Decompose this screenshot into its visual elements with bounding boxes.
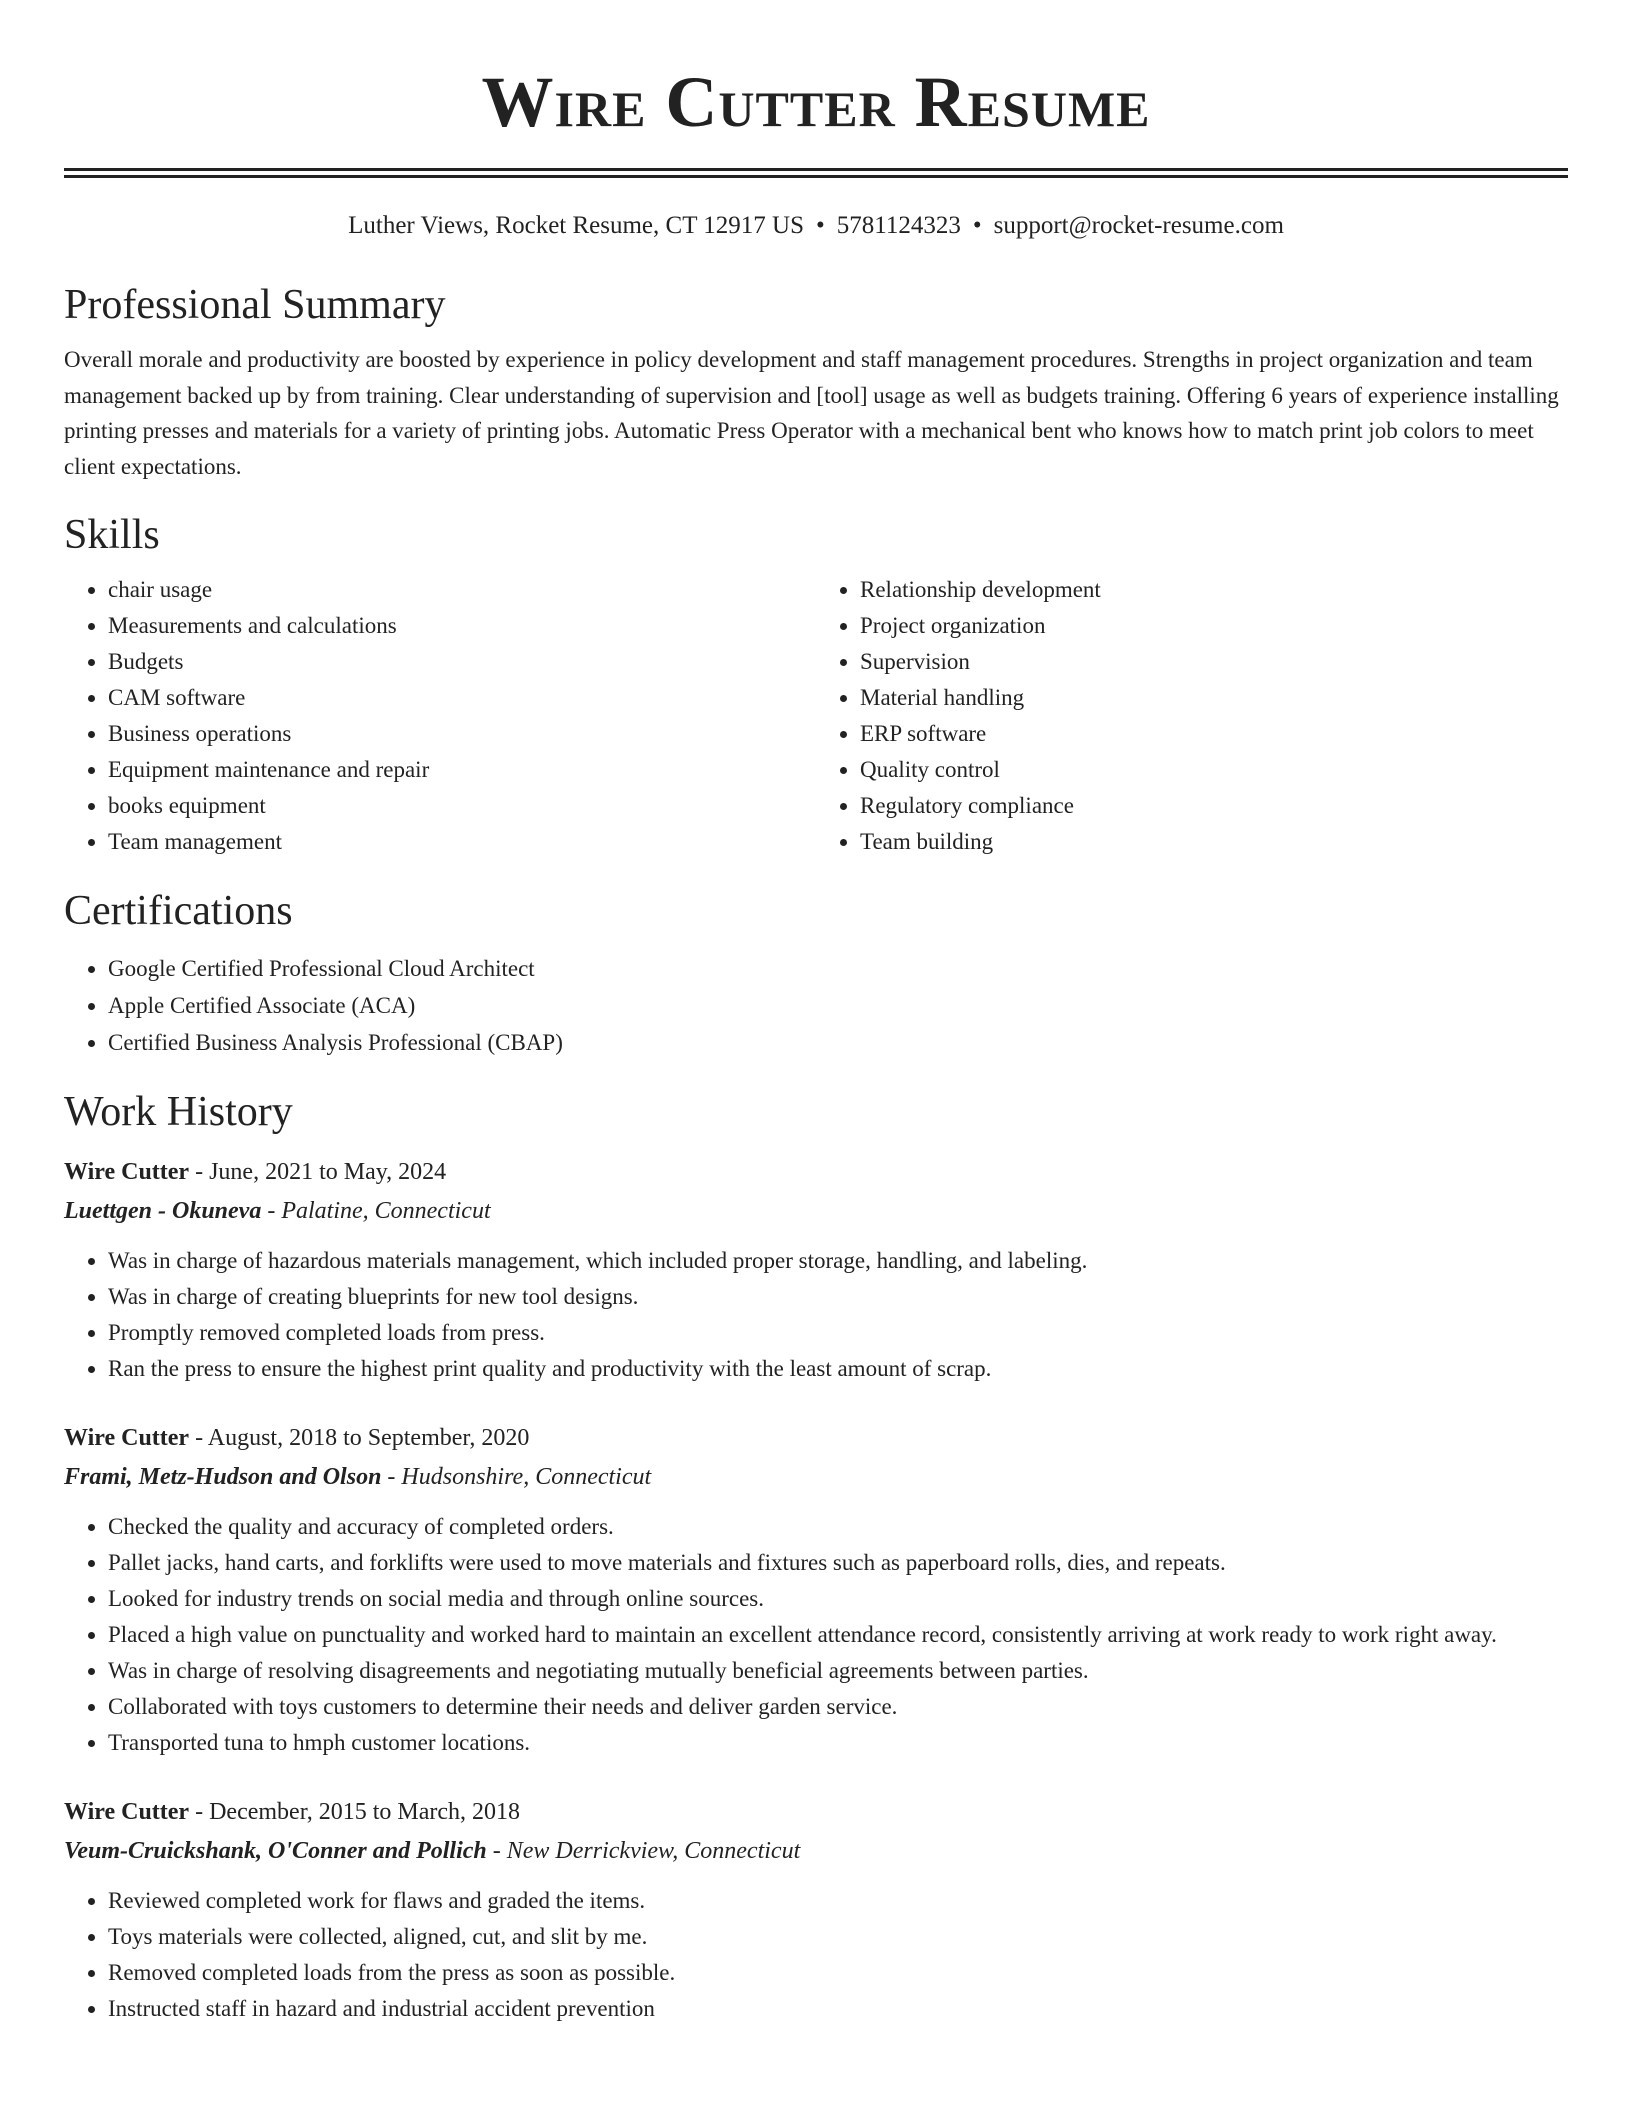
title-double-rule [64, 168, 1568, 178]
job-dash: - [189, 1799, 210, 1825]
skill-item: • Supervision [860, 644, 1568, 680]
contact-separator: • [815, 212, 825, 239]
job-bullet: • Instructed staff in hazard and industrial accident prevention [108, 1991, 1568, 2027]
job-bullets [64, 1883, 1568, 2027]
skills-list-left [64, 572, 816, 860]
skill-item: • Equipment maintenance and repair [108, 752, 816, 788]
certification-item: • Google Certified Professional Cloud Architect [108, 950, 1568, 987]
job-title-line [64, 1793, 1568, 1831]
job-bullet: • Placed a high value on punctuality and worked hard to maintain an excellent attendance record, consistently arriving at work ready to work right away. [108, 1617, 1568, 1653]
job-bullet: • Checked the quality and accuracy of completed orders. [108, 1509, 1568, 1545]
work-history-heading: Work History [64, 1089, 293, 1135]
skill-item: • Material handling [860, 680, 1568, 716]
job-dates: December, 2015 to March, 2018 [209, 1799, 521, 1825]
skill-item: • Budgets [108, 644, 816, 680]
job-bullet: • Transported tuna to hmph customer locations. [108, 1725, 1568, 1761]
job-entry [64, 1419, 1568, 1761]
job-entry [64, 1793, 1568, 2027]
job-company: Luettgen - Okuneva [64, 1198, 262, 1224]
skill-item: • Quality control [860, 752, 1568, 788]
skill-item: • Measurements and calculations [108, 608, 816, 644]
certifications-heading: Certifications [64, 888, 293, 934]
skill-item: • Team building [860, 824, 1568, 860]
certification-item: • Apple Certified Associate (ACA) [108, 987, 1568, 1024]
job-bullet: • Ran the press to ensure the highest print quality and productivity with the least amount of scrap. [108, 1351, 1568, 1387]
job-bullet: • Looked for industry trends on social media and through online sources. [108, 1581, 1568, 1617]
job-title: Wire Cutter [64, 1159, 190, 1185]
job-bullet: • Collaborated with toys customers to determine their needs and deliver garden service. [108, 1689, 1568, 1725]
job-location: New Derrickview, Connecticut [506, 1838, 801, 1864]
job-entry [64, 1153, 1568, 1387]
job-dash: - [261, 1198, 282, 1224]
skill-item: • Project organization [860, 608, 1568, 644]
skill-item: • Regulatory compliance [860, 788, 1568, 824]
job-company: Frami, Metz-Hudson and Olson [64, 1464, 382, 1490]
job-company: Veum-Cruickshank, O'Conner and Pollich [64, 1838, 487, 1864]
contact-line [64, 210, 1568, 242]
skills-columns [64, 572, 1568, 860]
job-title: Wire Cutter [64, 1799, 190, 1825]
job-dates: June, 2021 to May, 2024 [209, 1159, 447, 1185]
job-title: Wire Cutter [64, 1425, 190, 1451]
skill-item: • ERP software [860, 716, 1568, 752]
skill-item: • chair usage [108, 572, 816, 608]
job-bullet: • Removed completed loads from the press as soon as possible. [108, 1955, 1568, 1991]
job-bullet: • Toys materials were collected, aligned, cut, and slit by me. [108, 1919, 1568, 1955]
job-bullet: • Promptly removed completed loads from press. [108, 1315, 1568, 1351]
job-bullet: • Was in charge of hazardous materials management, which included proper storage, handling, and labeling. [108, 1243, 1568, 1279]
job-title-line [64, 1153, 1568, 1191]
skill-item: • Relationship development [860, 572, 1568, 608]
job-dash: - [189, 1425, 208, 1451]
job-bullet: • Reviewed completed work for flaws and graded the items. [108, 1883, 1568, 1919]
contact-address: Luther Views, Rocket Resume, CT 12917 US [348, 212, 804, 239]
page-title: Wire Cutter Resume [481, 62, 1151, 142]
contact-email: support@rocket-resume.com [993, 212, 1284, 239]
contact-separator: • [972, 212, 982, 239]
summary-heading: Professional Summary [64, 282, 446, 328]
job-bullet: • Was in charge of resolving disagreements and negotiating mutually beneficial agreements between parties. [108, 1653, 1568, 1689]
skills-list-right [816, 572, 1568, 860]
certifications-list [64, 950, 1568, 1061]
certification-item: • Certified Business Analysis Professional (CBAP) [108, 1024, 1568, 1061]
contact-phone: 5781124323 [836, 212, 961, 239]
job-location: Hudsonshire, Connecticut [401, 1464, 652, 1490]
job-bullets [64, 1243, 1568, 1387]
skill-item: • CAM software [108, 680, 816, 716]
job-dash: - [189, 1159, 210, 1185]
job-bullets [64, 1509, 1568, 1761]
summary-text: Overall morale and productivity are boosted by experience in policy development and staff management procedures. Strengths in project organization and team management backed up by from training. Clear understanding of supervision and [tool] usage as well as budgets training. Offering 6 years of experience installing printing presses and materials for a variety of printing jobs. Automatic Press Operator with a mechanical bent who knows how to match print job colors to meet client expectations. [64, 347, 1559, 479]
job-company-line [64, 1831, 1568, 1871]
job-bullet: • Was in charge of creating blueprints for new tool designs. [108, 1279, 1568, 1315]
skills-heading: Skills [64, 512, 160, 558]
job-location: Palatine, Connecticut [281, 1198, 491, 1224]
job-company-line [64, 1457, 1568, 1497]
job-title-line [64, 1419, 1568, 1457]
resume-page [64, 0, 1568, 2027]
skill-item: • Team management [108, 824, 816, 860]
job-bullet: • Pallet jacks, hand carts, and forklifts were used to move materials and fixtures such as paperboard rolls, dies, and repeats. [108, 1545, 1568, 1581]
job-dash: - [486, 1838, 507, 1864]
job-dates: August, 2018 to September, 2020 [207, 1425, 530, 1451]
job-company-line [64, 1191, 1568, 1231]
skill-item: • Business operations [108, 716, 816, 752]
job-dash: - [381, 1464, 402, 1490]
skill-item: • books equipment [108, 788, 816, 824]
